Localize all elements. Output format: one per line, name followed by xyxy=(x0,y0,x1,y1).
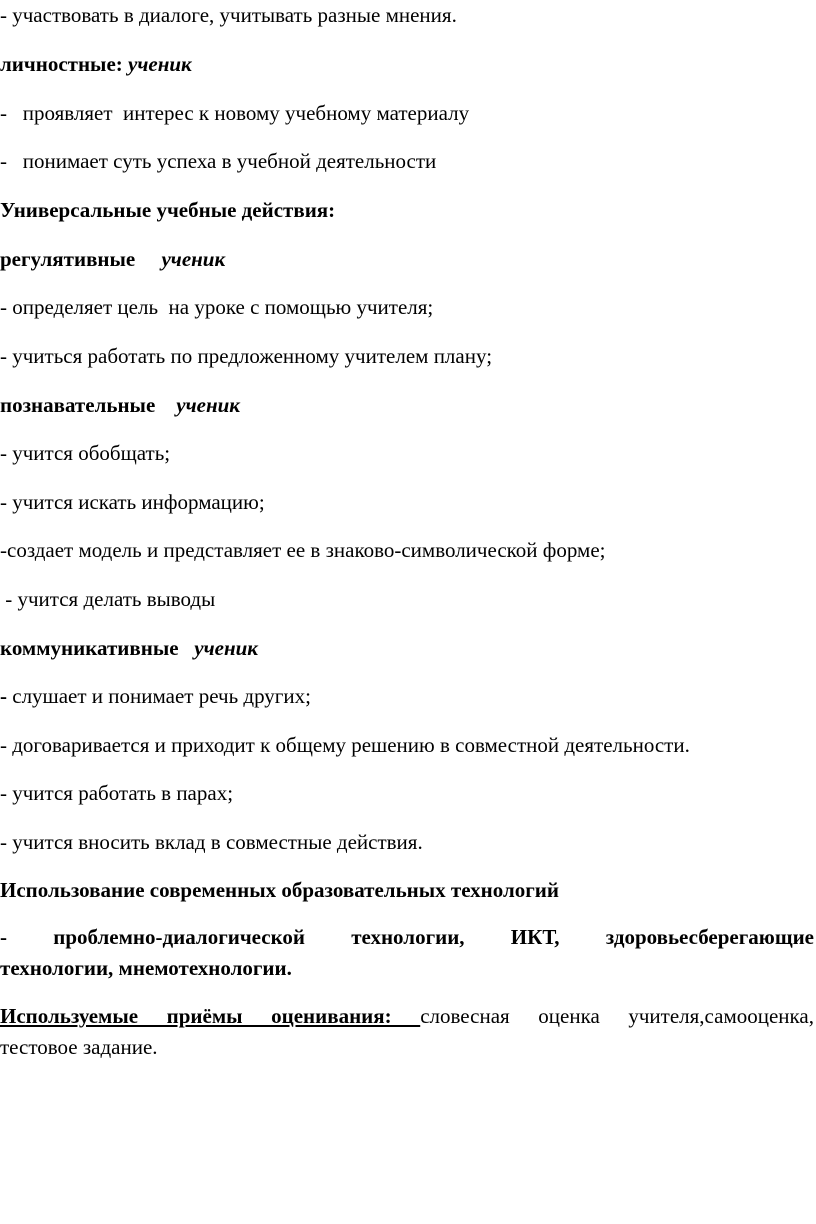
heading-label: регулятивные xyxy=(0,247,162,271)
text-line-conclusions xyxy=(0,586,215,612)
line-text: - участвовать в диалоге, учитывать разные мнения. xyxy=(0,3,457,27)
text-line-pairs xyxy=(0,780,233,806)
text-line-search-info xyxy=(0,489,265,515)
line-text: - учится искать информацию; xyxy=(0,490,265,514)
bold-dash: - xyxy=(0,684,13,708)
line-text: - учится обобщать; xyxy=(0,441,171,465)
assessment-text: словесная оценка учителя,самооценка, xyxy=(420,1004,814,1028)
line-text: - проблемно-диалогической технологии, ИКТ, здоровьесберегающие xyxy=(0,925,814,949)
heading-regulatory xyxy=(0,246,225,272)
line-text: - понимает суть успеха в учебной деятельности xyxy=(0,149,437,173)
text-line-model xyxy=(0,537,606,563)
line-text: - определяет цель на уроке с помощью учителя; xyxy=(0,295,434,319)
text-line-success xyxy=(0,148,436,174)
line-text: - договаривается и приходит к общему решению в совместной деятельности. xyxy=(0,733,690,757)
heading-label: коммуникативные xyxy=(0,636,195,660)
text-line-agrees xyxy=(0,732,690,758)
heading-subject: ученик xyxy=(161,247,226,271)
heading-subject: ученик xyxy=(128,52,192,76)
line-text: - учиться работать по предложенному учителем плану; xyxy=(0,344,493,368)
line-text: - учится вносить вклад в совместные действия. xyxy=(0,830,423,854)
text-line-listens xyxy=(0,683,311,709)
text-line-generalize xyxy=(0,440,170,466)
text-line-participate-dialog xyxy=(0,2,457,28)
technologies-list-line xyxy=(0,924,814,950)
assessment-methods-continuation xyxy=(0,1034,158,1060)
heading-technologies xyxy=(0,877,559,903)
text-line-contribution xyxy=(0,829,423,855)
text-line-interest xyxy=(0,100,469,126)
heading-subject: ученик xyxy=(176,393,240,417)
heading-text: Использование современных образовательных технологий xyxy=(0,878,559,902)
text-line-plan xyxy=(0,343,492,369)
line-text: - учится делать выводы xyxy=(0,587,216,611)
line-text: технологии, мнемотехнологии. xyxy=(0,956,292,980)
line-text: тестовое задание. xyxy=(0,1035,158,1059)
line-text: слушает и понимает речь других; xyxy=(12,684,311,708)
heading-communicative xyxy=(0,635,258,661)
line-text: -создает модель и представляет ее в знаково-символической форме; xyxy=(0,538,606,562)
text-line-goal xyxy=(0,294,433,320)
line-text: - проявляет интерес к новому учебному материалу xyxy=(0,101,470,125)
heading-universal-actions xyxy=(0,197,335,223)
heading-label: личностные: xyxy=(0,52,129,76)
heading-cognitive xyxy=(0,392,240,418)
assessment-label: Используемые приёмы оценивания: xyxy=(0,1004,421,1028)
line-text: - учится работать в парах; xyxy=(0,781,234,805)
heading-personal xyxy=(0,51,192,77)
heading-text: Универсальные учебные действия: xyxy=(0,198,336,222)
assessment-methods-line xyxy=(0,1003,814,1029)
heading-subject: ученик xyxy=(194,636,258,660)
heading-label: познавательные xyxy=(0,393,177,417)
technologies-list-continuation xyxy=(0,955,292,981)
